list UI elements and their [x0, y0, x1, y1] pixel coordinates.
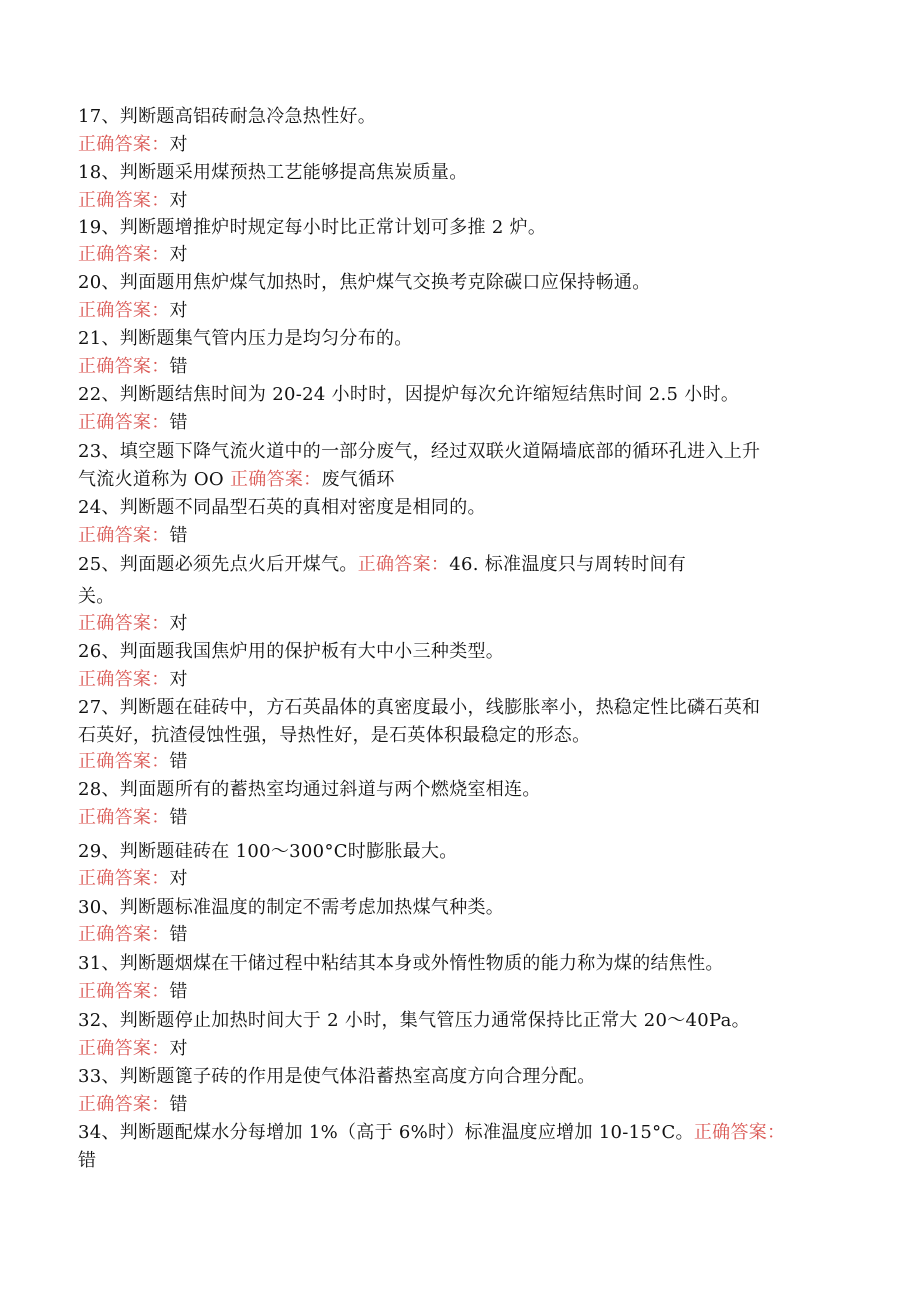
question-text: 17、判断题高铝砖耐急冷急热性好。 — [78, 106, 377, 127]
answer-value: 错 — [169, 751, 188, 772]
answer-value: 废气循环 — [321, 469, 395, 490]
answer-label: 正确答案： — [357, 554, 450, 575]
answer-label: 正确答案： — [78, 669, 170, 690]
question-text: 25、判面题必须先点火后开煤气。 — [78, 554, 358, 575]
answer-value: 错 — [169, 1094, 188, 1115]
question-text: 24、判断题不同晶型石英的真相对密度是相同的。 — [78, 497, 486, 518]
answer-label: 正确答案： — [78, 924, 170, 945]
question-text: 34、判断题配煤水分每增加 1%（高于 6%时）标准温度应增加 10-15°C。 — [78, 1122, 694, 1143]
question-line — [78, 952, 724, 976]
question-text: 气流火道称为 OO — [78, 469, 230, 490]
question-text: 关。 — [78, 586, 115, 607]
question-line — [78, 440, 760, 464]
question-line — [78, 896, 504, 920]
question-text: 30、判断题标准温度的制定不需考虑加热煤气种类。 — [78, 897, 505, 918]
answer-label: 正确答案： — [229, 469, 322, 490]
question-line — [78, 1009, 750, 1033]
answer-value: 错 — [169, 807, 188, 828]
answer-value: 对 — [169, 244, 188, 265]
question-line — [78, 840, 458, 864]
question-line — [78, 585, 115, 609]
question-line — [78, 724, 590, 748]
question-line — [78, 271, 651, 295]
answer-value: 错 — [169, 356, 188, 377]
answer-value: 对 — [169, 669, 188, 690]
answer-line — [78, 750, 188, 774]
answer-value: 对 — [169, 300, 188, 321]
question-text: 29、判断题硅砖在 100～300°C时膨胀最大。 — [78, 841, 458, 862]
question-text: 22、判断题结焦时间为 20-24 小时时，因提炉每次允许缩短结焦时间 2.5 小时。 — [78, 384, 740, 405]
answer-line — [78, 189, 188, 213]
answer-line — [78, 1149, 96, 1173]
answer-value: 对 — [169, 868, 188, 889]
answer-label: 正确答案： — [78, 807, 170, 828]
answer-line — [78, 980, 188, 1004]
answer-line — [78, 612, 188, 636]
answer-label: 正确答案： — [78, 613, 170, 634]
question-line — [78, 161, 468, 185]
answer-line — [78, 1093, 188, 1117]
question-text: 23、填空题下降气流火道中的一部分废气，经过双联火道隔墙底部的循环孔进入上升 — [78, 441, 761, 462]
question-text: 19、判断题增推炉时规定每小时比正常计划可多推 2 炉。 — [78, 217, 547, 238]
question-text: 石英好，抗渣侵蚀性强，导热性好，是石英体积最稳定的形态。 — [78, 725, 591, 746]
answer-value: 对 — [169, 190, 188, 211]
question-line — [78, 216, 546, 240]
question-line — [78, 383, 739, 407]
answer-value: 错 — [169, 924, 188, 945]
answer-label: 正确答案： — [78, 412, 170, 433]
answer-label: 正确答案： — [78, 190, 170, 211]
question-text: 33、判断题篦子砖的作用是使气体沿蓄热室高度方向合理分配。 — [78, 1066, 596, 1087]
question-text: 26、判面题我国焦炉用的保护板有大中小三种类型。 — [78, 641, 505, 662]
question-text: 20、判面题用焦炉煤气加热时，焦炉煤气交换考克除碳口应保持畅通。 — [78, 272, 651, 293]
question-line — [78, 327, 413, 351]
question-line — [78, 468, 395, 492]
question-line — [78, 1065, 596, 1089]
answer-line — [78, 923, 188, 947]
answer-label: 正确答案： — [78, 525, 170, 546]
answer-label: 正确答案： — [78, 356, 170, 377]
answer-line — [78, 524, 188, 548]
answer-label: 正确答案： — [78, 300, 170, 321]
answer-label: 正确答案： — [78, 751, 170, 772]
question-line — [78, 778, 541, 802]
question-text: 46. 标准温度只与周转时间有 — [449, 554, 687, 575]
question-text: 18、判断题采用煤预热工艺能够提高焦炭质量。 — [78, 162, 468, 183]
answer-line — [78, 243, 188, 267]
question-line — [78, 1121, 785, 1145]
answer-line — [78, 668, 188, 692]
question-line — [78, 553, 686, 577]
answer-value: 对 — [169, 1038, 188, 1059]
answer-value: 错 — [169, 981, 188, 1002]
question-line — [78, 496, 486, 520]
answer-label: 正确答案： — [78, 868, 170, 889]
question-text: 27、判断题在硅砖中，方石英晶体的真密度最小，线膨胀率小，热稳定性比磷石英和 — [78, 697, 761, 718]
question-line — [78, 696, 760, 720]
answer-label: 正确答案： — [693, 1122, 786, 1143]
question-text: 21、判断题集气管内压力是均匀分布的。 — [78, 328, 413, 349]
answer-value: 错 — [78, 1150, 97, 1171]
answer-label: 正确答案： — [78, 1038, 170, 1059]
question-text: 28、判面题所有的蓄热室均通过斜道与两个燃烧室相连。 — [78, 779, 541, 800]
answer-label: 正确答案： — [78, 1094, 170, 1115]
answer-line — [78, 299, 188, 323]
question-text: 31、判断题烟煤在干储过程中粘结其本身或外惰性物质的能力称为煤的结焦性。 — [78, 953, 724, 974]
answer-label: 正确答案： — [78, 244, 170, 265]
answer-label: 正确答案： — [78, 981, 170, 1002]
answer-line — [78, 355, 188, 379]
answer-value: 对 — [169, 134, 188, 155]
answer-line — [78, 867, 188, 891]
question-line — [78, 105, 376, 129]
answer-value: 错 — [169, 412, 188, 433]
answer-line — [78, 1037, 188, 1061]
question-line — [78, 640, 504, 664]
answer-line — [78, 133, 188, 157]
answer-value: 错 — [169, 525, 188, 546]
question-text: 32、判断题停止加热时间大于 2 小时，集气管压力通常保持比正常大 20～40Pa。 — [78, 1010, 750, 1031]
answer-label: 正确答案： — [78, 134, 170, 155]
answer-line — [78, 411, 188, 435]
answer-line — [78, 806, 188, 830]
answer-value: 对 — [169, 613, 188, 634]
